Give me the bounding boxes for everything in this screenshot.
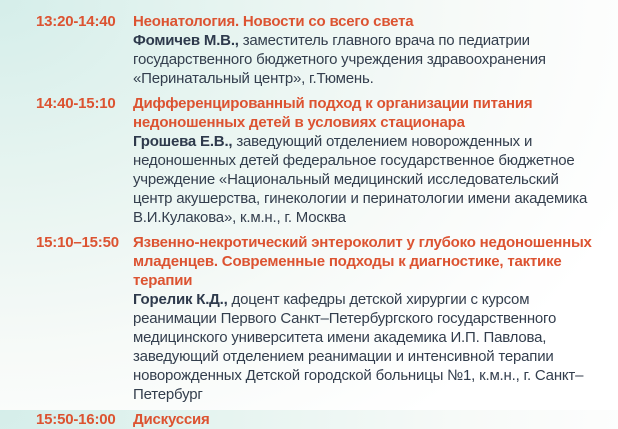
session-content (133, 94, 592, 227)
session-time: 14:40-15:10 (36, 95, 116, 112)
session-title: Неонатология. Новости со всего света (133, 13, 414, 30)
session-time: 15:50-16:00 (36, 411, 116, 428)
session-title: Дискуссия (133, 411, 210, 428)
schedule-row (36, 410, 592, 429)
session-time: 13:20-14:40 (36, 13, 116, 30)
speaker-name: Фомичев М.В., (133, 32, 239, 49)
session-description (133, 31, 592, 88)
schedule-row (36, 94, 592, 227)
speaker-details: заместитель главного врача по педиатрии государственного бюджетного учреждения здравоохранения «Перинатальный центр», г.Тюмень. (133, 32, 546, 87)
schedule-row (36, 12, 592, 88)
session-description (133, 290, 592, 404)
session-content (133, 410, 592, 429)
session-title: Дифференцированный подход к организации питания недоношенных детей в условиях стационара (133, 95, 533, 131)
session-content (133, 12, 592, 88)
speaker-name: Горелик К.Д., (133, 291, 228, 308)
speaker-details: доцент кафедры детской хирургии с курсом реанимации Первого Санкт–Петербургского государственного медицинского университета имени академика И.П. Павлова, заведующий отделением реанимации и интенсивной терапии новорожденных Детской городской больницы №1, к.м.н., г. Санкт–Петербург (133, 291, 584, 403)
session-title: Язвенно-некротический энтероколит у глубоко недоношенных младенцев. Современные подходы к диагностике, тактике терапии (133, 234, 592, 289)
session-time: 15:10–15:50 (36, 234, 119, 251)
session-content (133, 233, 592, 404)
schedule-row (36, 233, 592, 404)
speaker-details: заведующий отделением новорожденных и недоношенных детей федеральное государственное бюджетное учреждение «Национальный медицинский исследовательский центр акушерства, гинекологии и перинатологии имени академика В.И.Кулакова», к.м.н., г. Москва (133, 133, 588, 226)
speaker-name: Грошева Е.В., (133, 133, 233, 150)
session-description (133, 132, 592, 227)
